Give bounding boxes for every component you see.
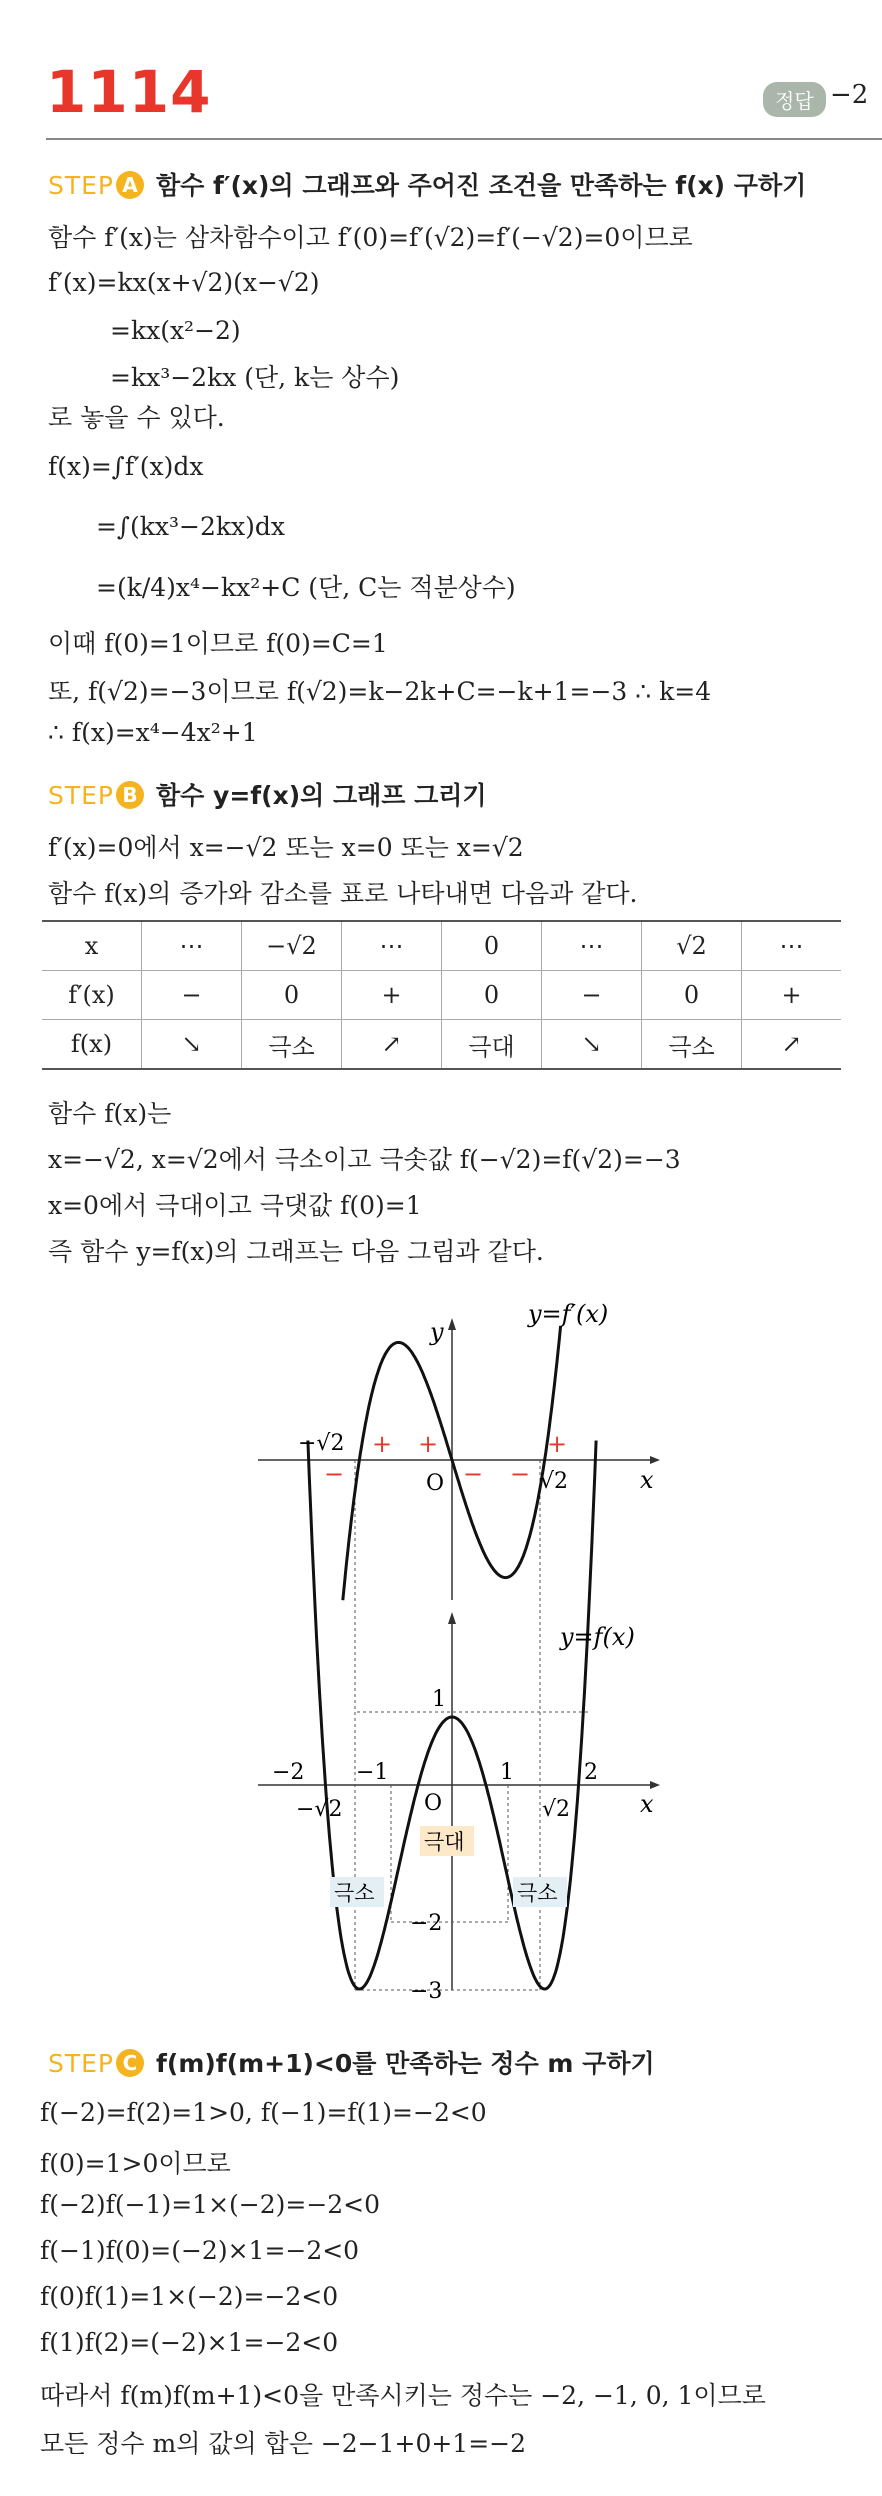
table-cell: −√2 [242, 921, 342, 971]
tick-label: 2 [584, 1760, 598, 1785]
plus-sign: + [547, 1430, 568, 1458]
step-c-tag: STEP [48, 2049, 115, 2078]
step-b-tag: STEP [48, 781, 115, 810]
bottom-x-label: x [640, 1790, 654, 1818]
step-c-line: f(0)f(1)=1×(−2)=−2<0 [40, 2282, 339, 2311]
table-cell: − [142, 971, 242, 1020]
step-b-line: x=0에서 극대이고 극댓값 f(0)=1 [48, 1191, 422, 1220]
step-a-title: 함수 f′(x)의 그래프와 주어진 조건을 만족하는 f(x) 구하기 [156, 171, 807, 200]
y-tick-label: 1 [432, 1687, 446, 1712]
table-cell: 극대 [442, 1020, 542, 1070]
table-cell: − [542, 971, 642, 1020]
top-y-arrow [448, 1318, 456, 1330]
table-cell: ↘ [142, 1020, 242, 1070]
step-b-line: 함수 f(x)는 [48, 1099, 172, 1128]
table-cell: ⋯ [742, 921, 842, 971]
step-a-line: =kx³−2kx (단, k는 상수) [110, 363, 400, 392]
top-curve-label: y=f′(x) [528, 1300, 609, 1328]
step-a-line: 함수 f′(x)는 삼차함수이고 f′(0)=f′(√2)=f′(−√2)=0이므로 [48, 223, 693, 252]
step-b-line: x=−√2, x=√2에서 극소이고 극솟값 f(−√2)=f(√2)=−3 [48, 1145, 681, 1174]
bottom-y-arrow [448, 1612, 456, 1624]
step-a-line: ∴ f(x)=x⁴−4x²+1 [48, 718, 258, 747]
step-c-line: f(0)=1>0이므로 [40, 2149, 231, 2178]
plus-sign: + [418, 1430, 439, 1458]
step-a-line: =kx(x²−2) [110, 316, 241, 345]
table-cell: √2 [642, 921, 742, 971]
table-cell: + [742, 971, 842, 1020]
answer-value: −2 [830, 80, 869, 110]
table-cell: x [42, 921, 142, 971]
bottom-x-arrow [650, 1781, 660, 1789]
step-a-tag: STEP [48, 171, 115, 200]
step-a-line: 또, f(√2)=−3이므로 f(√2)=k−2k+C=−k+1=−3 ∴ k=4 [48, 677, 712, 706]
step-b-letter: B [116, 781, 144, 809]
root-label: √2 [542, 1797, 571, 1822]
top-pos-root-label: √2 [540, 1469, 569, 1494]
max-label: 극대 [424, 1830, 465, 1854]
table-cell: 0 [442, 971, 542, 1020]
step-c-line: f(−2)f(−1)=1×(−2)=−2<0 [40, 2190, 381, 2219]
bottom-curve-label: y=f(x) [560, 1623, 635, 1651]
step-c-line: f(−1)f(0)=(−2)×1=−2<0 [40, 2236, 360, 2265]
step-c-line: f(−2)=f(2)=1>0, f(−1)=f(1)=−2<0 [40, 2098, 487, 2127]
table-cell: + [342, 971, 442, 1020]
top-origin-label: O [426, 1471, 445, 1496]
minus-sign: − [463, 1460, 484, 1488]
tick-label: −2 [272, 1760, 305, 1785]
step-c-title: f(m)f(m+1)<0를 만족하는 정수 m 구하기 [156, 2049, 655, 2078]
step-a-line: f(x)=∫f′(x)dx [48, 452, 204, 481]
table-cell: ⋯ [542, 921, 642, 971]
min-label-left: 극소 [334, 1881, 375, 1905]
step-a-line: 로 놓을 수 있다. [48, 403, 225, 432]
step-c-line: 모든 정수 m의 값의 합은 −2−1+0+1=−2 [40, 2429, 527, 2458]
table-cell: 0 [442, 921, 542, 971]
step-c-heading [48, 2044, 655, 2080]
bottom-origin-label: O [424, 1791, 443, 1816]
minus-sign: − [510, 1460, 531, 1488]
problem-number: 1114 [46, 58, 212, 126]
top-x-arrow [650, 1456, 660, 1464]
table-cell: f(x) [42, 1020, 142, 1070]
y-tick-label: −3 [410, 1979, 443, 2004]
tick-label: 1 [500, 1760, 514, 1785]
step-c-letter: C [116, 2049, 144, 2077]
step-a-line: 이때 f(0)=1이므로 f(0)=C=1 [48, 629, 388, 658]
table-cell: 0 [642, 971, 742, 1020]
top-x-label: x [640, 1466, 654, 1494]
table-cell: ⋯ [342, 921, 442, 971]
step-b-line: 즉 함수 y=f(x)의 그래프는 다음 그림과 같다. [48, 1237, 544, 1266]
answer-badge: 정답 [763, 82, 826, 117]
plus-sign: + [372, 1430, 393, 1458]
step-a-letter: A [116, 171, 144, 199]
step-c-line: 따라서 f(m)f(m+1)<0을 만족시키는 정수는 −2, −1, 0, 1이므로 [40, 2381, 766, 2410]
tick-label: −1 [356, 1760, 389, 1785]
table-cell: ↘ [542, 1020, 642, 1070]
step-a-line: f′(x)=kx(x+√2)(x−√2) [48, 268, 320, 297]
table-cell: 극소 [642, 1020, 742, 1070]
step-a-line: =(k/4)x⁴−kx²+C (단, C는 적분상수) [96, 573, 516, 602]
table-cell: ↗ [342, 1020, 442, 1070]
table-cell: ↗ [742, 1020, 842, 1070]
minus-sign: − [324, 1460, 345, 1488]
table-cell: 극소 [242, 1020, 342, 1070]
step-a-line: =∫(kx³−2kx)dx [96, 512, 285, 541]
table-cell: f′(x) [42, 971, 142, 1020]
step-c-line: f(1)f(2)=(−2)×1=−2<0 [40, 2328, 339, 2357]
top-neg-root-label: −√2 [298, 1431, 345, 1456]
top-y-label: y [430, 1318, 444, 1346]
step-b-line: 함수 f(x)의 증가와 감소를 표로 나타내면 다음과 같다. [48, 879, 638, 908]
step-b-line: f′(x)=0에서 x=−√2 또는 x=0 또는 x=√2 [48, 833, 524, 862]
min-label-right: 극소 [517, 1881, 558, 1905]
y-tick-label: −2 [410, 1911, 443, 1936]
table-cell: 0 [242, 971, 342, 1020]
table-cell: ⋯ [142, 921, 242, 971]
step-b-title: 함수 y=f(x)의 그래프 그리기 [156, 781, 487, 810]
root-label: −√2 [296, 1797, 343, 1822]
